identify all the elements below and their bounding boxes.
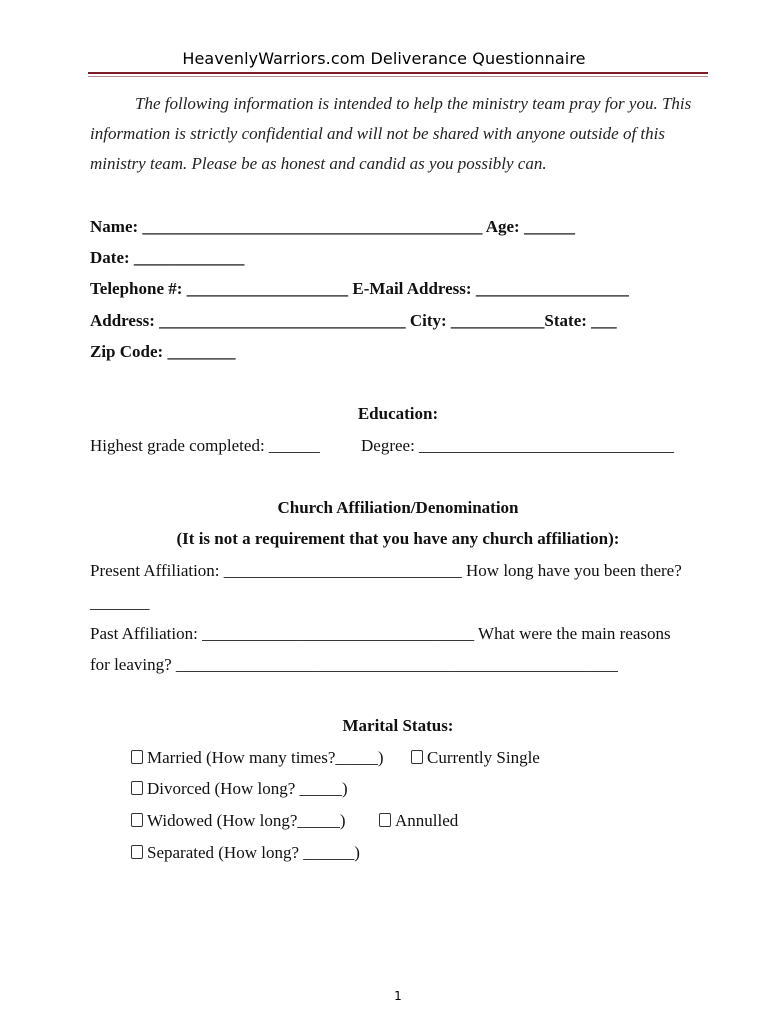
divorced-checkbox[interactable] [131, 781, 143, 795]
page-number: 1 [394, 989, 402, 1003]
widowed-option[interactable] [131, 811, 346, 831]
marital-status-heading: Marital Status: [342, 716, 454, 735]
single-option[interactable] [411, 748, 540, 768]
separated-checkbox[interactable] [131, 845, 143, 859]
annulled-option[interactable] [379, 811, 458, 831]
single-label: Currently Single [427, 748, 540, 767]
widowed-checkbox[interactable] [131, 813, 143, 827]
divorced-option[interactable] [131, 779, 348, 799]
address-city-state-field[interactable]: Address: _____________________________ City: ___________State: ___ [90, 311, 617, 330]
leaving-reasons-field[interactable]: for leaving? ____________________________________________________ [90, 655, 618, 674]
separated-option[interactable] [131, 843, 360, 863]
document-title: HeavenlyWarriors.com Deliverance Questionnaire [182, 49, 586, 68]
intro-line-2: information is strictly confidential and will not be shared with anyone outside of this [90, 124, 665, 143]
intro-line-3: ministry team. Please be as honest and candid as you possibly can. [90, 154, 547, 173]
present-duration-field[interactable]: _______ [90, 593, 150, 612]
separated-label: Separated (How long? ______) [147, 843, 360, 862]
present-affiliation-field[interactable]: Present Affiliation: ____________________________ How long have you been there? [90, 561, 682, 580]
church-heading: Church Affiliation/Denomination [277, 498, 519, 517]
zip-code-field[interactable]: Zip Code: ________ [90, 342, 236, 361]
header-rule [88, 72, 708, 74]
telephone-email-field[interactable]: Telephone #: ___________________ E-Mail Address: __________________ [90, 279, 629, 298]
intro-line-1: The following information is intended to help the ministry team pray for you. This [135, 94, 692, 113]
annulled-label: Annulled [395, 811, 459, 830]
name-age-field[interactable]: Name: ________________________________________ Age: ______ [90, 217, 575, 236]
married-checkbox[interactable] [131, 750, 143, 764]
married-option[interactable] [131, 748, 384, 768]
married-label: Married (How many times?_____) [147, 748, 384, 767]
divorced-label: Divorced (How long? _____) [147, 779, 348, 798]
single-checkbox[interactable] [411, 750, 423, 764]
church-subheading: (It is not a requirement that you have any church affiliation): [176, 529, 620, 548]
past-affiliation-field[interactable]: Past Affiliation: ________________________________ What were the main reasons [90, 624, 671, 643]
widowed-label: Widowed (How long?_____) [147, 811, 346, 830]
education-heading: Education: [357, 404, 439, 423]
date-field[interactable]: Date: _____________ [90, 248, 245, 267]
highest-grade-field[interactable]: Highest grade completed: ______ [90, 436, 320, 455]
degree-field[interactable]: Degree: ______________________________ [361, 436, 675, 455]
header-rule-thin [88, 76, 708, 77]
annulled-checkbox[interactable] [379, 813, 391, 827]
